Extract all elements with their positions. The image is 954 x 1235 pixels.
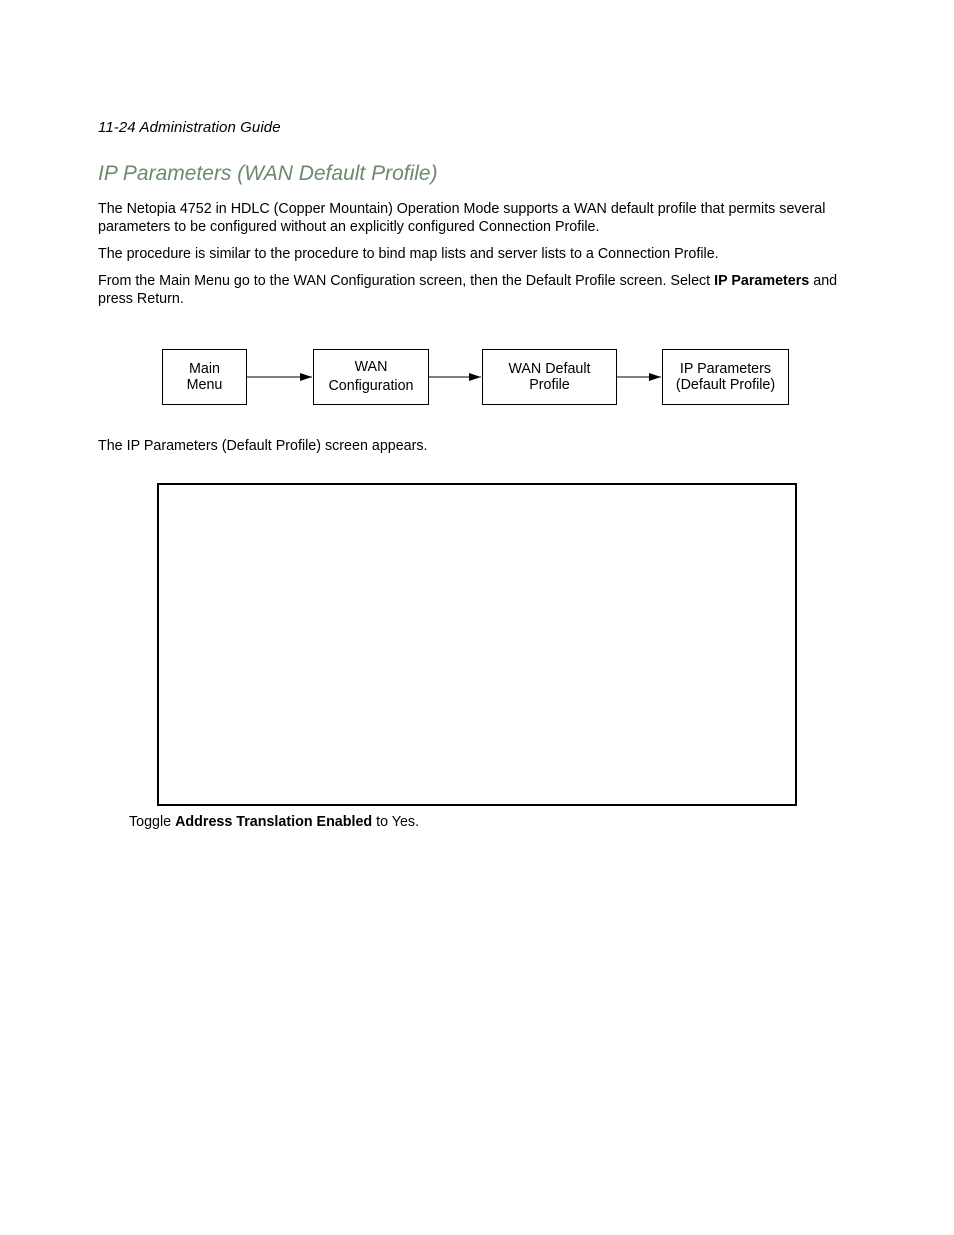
flow-box-label: IP Parameters [679, 361, 772, 377]
section-title: IP Parameters (WAN Default Profile) [98, 162, 438, 185]
step-text-start: Toggle [129, 814, 176, 830]
flow-box-label: (Default Profile) [675, 377, 776, 393]
ip-parameters-emphasis: IP Parameters [714, 273, 810, 289]
address-translation-emphasis: Address Translation Enabled [175, 814, 373, 830]
intro-paragraph: The Netopia 4752 in HDLC (Copper Mountain) Operation Mode supports a WAN default profile that permits several parameters to be configured without an explicitly configured Connection Profile. [98, 201, 826, 235]
running-header: 11-24 Administration Guide [98, 119, 281, 136]
flow-box-label: Menu [186, 377, 223, 393]
navigation-text-start: From the Main Menu go to the WAN Configuration screen, then the Default Profile screen. Select [98, 273, 715, 289]
flow-box-label: Configuration [328, 378, 414, 394]
flow-box-label: WAN Default [508, 361, 591, 377]
flow-box-label: Profile [529, 377, 570, 393]
flow-box-wan-configuration [313, 349, 429, 405]
screen-appears-paragraph: The IP Parameters (Default Profile) screen appears. [98, 438, 428, 454]
flow-box-ip-parameters [662, 349, 789, 405]
flow-box-label: WAN [354, 359, 388, 375]
step-instruction [129, 813, 419, 831]
procedure-paragraph: The procedure is similar to the procedure to bind map lists and server lists to a Connection Profile. [98, 246, 719, 262]
flow-box-main-menu [162, 349, 247, 405]
flow-box-label: Main [188, 361, 220, 377]
flow-box-wan-default-profile [482, 349, 617, 405]
step-text-end: to Yes. [372, 814, 420, 830]
navigation-text-end: and press Return. [98, 273, 838, 307]
flow-arrows [0, 0, 954, 420]
screen-capture-frame [157, 483, 797, 806]
